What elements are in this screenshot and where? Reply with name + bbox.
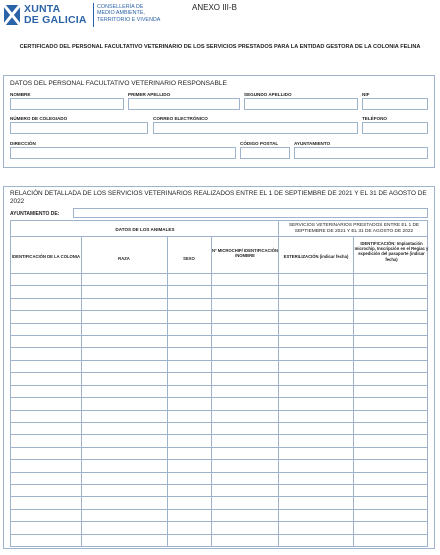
label-nombre: NOMBRE (10, 92, 31, 97)
department-line: MEDIO AMBIENTE, (97, 10, 145, 17)
col-header-colonia: IDENTIFICACIÓN DE LA COLONIA (11, 254, 80, 259)
table-column-line (81, 236, 82, 546)
correo-field[interactable] (153, 122, 358, 134)
nombre-field[interactable] (10, 98, 124, 110)
col-header-esterilizacion: ESTERILIZACIÓN (indicar fecha) (283, 254, 349, 259)
services-group-header: SERVICIOS VETERINARIOS PRESTADOS ENTRE EL 1 DE SEPTIEMBRE DE 2021 Y EL 31 DE AGOSTO DE 2022 (288, 223, 420, 234)
col-header-raza: RAZA (118, 256, 130, 261)
table-row-line (11, 447, 427, 448)
direccion-field[interactable] (10, 147, 236, 159)
primer-apellido-field[interactable] (128, 98, 240, 110)
table-row-line (11, 459, 427, 460)
col-header-sexo: SEXO (183, 256, 195, 261)
column-header-line (11, 273, 427, 274)
table-row-line (11, 422, 427, 423)
table-row-line (11, 410, 427, 411)
services-section (3, 186, 435, 549)
table-column-line (211, 236, 212, 546)
table-row-line (11, 434, 427, 435)
label-correo: CORREO ELECTRÓNICO (153, 116, 208, 121)
numero-colegiado-field[interactable] (10, 122, 148, 134)
table-row-line (11, 285, 427, 286)
xunta-logo (3, 3, 93, 29)
table-row-line (11, 509, 427, 510)
table-column-line (278, 221, 279, 546)
table-row-line (11, 335, 427, 336)
table-row-line (11, 534, 427, 535)
label-ayuntamiento: AYUNTAMIENTO (294, 141, 331, 146)
vet-data-section (3, 75, 435, 168)
animals-group-header: DATOS DE LOS ANIMALES (115, 227, 175, 232)
department-line: TERRITORIO E VIVENDA (97, 16, 161, 23)
certificate-title: CERTIFICADO DEL PERSONAL FACULTATIVO VETERINARIO DE LOS SERVICIOS PRESTADOS PARA LA ENTIDAD GESTORA DE LA COLONIA FELINA (19, 44, 421, 50)
vet-section-title: DATOS DEL PERSONAL FACULTATIVO VETERINARIO RESPONSABLE (10, 80, 227, 87)
department-name (97, 4, 187, 23)
table-row-line (11, 310, 427, 311)
services-section-title: RELACIÓN DETALLADA DE LOS SERVICIOS VETERINARIOS REALIZADOS ENTRE EL 1 DE SEPTIEMBRE DE 2021 Y EL 31 DE AGOSTO DE 2022 (10, 190, 427, 205)
group-header-line (11, 236, 427, 237)
table-row-line (11, 360, 427, 361)
label-segundo-apellido: SEGUNDO APELLIDO (244, 92, 292, 97)
table-column-line (353, 236, 354, 546)
label-nif: NIF (362, 92, 370, 97)
segundo-apellido-field[interactable] (244, 98, 358, 110)
col-header-microchip: Nº MICROCHIP/ IDENTIFICACIÓN /NOMBRE (212, 248, 278, 259)
label-direccion: DIRECCIÓN (10, 141, 36, 146)
nif-field[interactable] (362, 98, 428, 110)
ayuntamiento-field[interactable] (294, 147, 428, 159)
table-row-line (11, 385, 427, 386)
table-row-line (11, 372, 427, 373)
table-row-line (11, 472, 427, 473)
services-table (10, 220, 428, 547)
table-row-line (11, 496, 427, 497)
department-line: CONSELLERÍA DE (97, 4, 144, 10)
table-row-line (11, 298, 427, 299)
xunta-emblem-icon (3, 4, 21, 26)
label-telefono: TELÉFONO (362, 116, 388, 121)
label-ayuntamiento-de: AYUNTAMIENTO DE: (10, 211, 60, 217)
table-row-line (11, 521, 427, 522)
logo-text-xunta: XUNTA (24, 3, 61, 15)
table-row-line (11, 484, 427, 485)
codigo-postal-field[interactable] (240, 147, 290, 159)
ayuntamiento-de-field[interactable] (73, 208, 428, 218)
label-codigo-postal: CÓDIGO POSTAL (240, 141, 279, 146)
col-header-identificacion: IDENTIFICACIÓN: Implantación microchip, Inscripción en el Regiac y expedición del pasaporte (indicar fecha) (354, 241, 429, 262)
table-row-line (11, 347, 427, 348)
telefono-field[interactable] (362, 122, 428, 134)
annex-label: ANEXO III-B (192, 3, 237, 12)
label-numero-colegiado: NÚMERO DE COLEGIADO (10, 116, 68, 121)
logo-text-galicia: DE GALICIA (24, 14, 87, 26)
table-column-line (167, 236, 168, 546)
label-primer-apellido: PRIMER APELLIDO (128, 92, 171, 97)
table-row-line (11, 323, 427, 324)
table-row-line (11, 397, 427, 398)
logo-divider (93, 3, 94, 27)
